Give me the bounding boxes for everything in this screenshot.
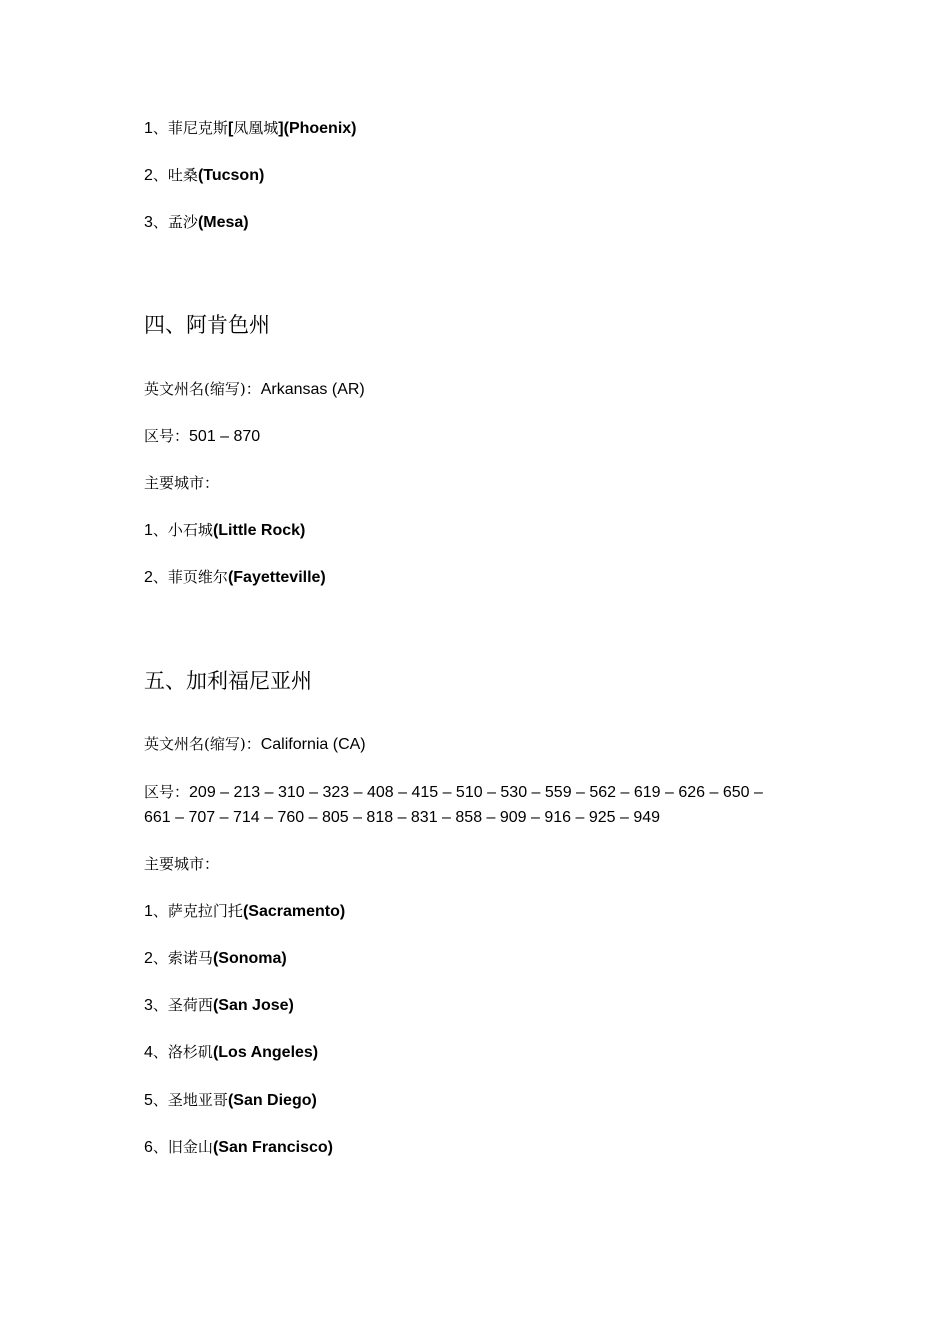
city-name-en: (Little Rock): [212, 522, 306, 539]
list-item-tucson: [144, 165, 264, 186]
city-name-zh: 小石城: [167, 521, 213, 539]
city-name-zh: 吐桑: [167, 166, 198, 184]
state-name-value: California (CA): [260, 736, 366, 753]
area-code-value: 501 – 870: [189, 428, 261, 445]
city-name-en: (Mesa): [197, 214, 249, 231]
area-code-value-line2: 661 – 707 – 714 – 760 – 805 – 818 – 831 – 858 – 909 – 916 – 925 – 949: [144, 809, 661, 826]
city-sep: 、: [152, 1138, 168, 1156]
city-name-zh: 萨克拉门托: [167, 902, 243, 920]
city-sep: 、: [152, 213, 168, 231]
city-index: 4: [144, 1044, 153, 1061]
city-name-zh: 索诺马: [167, 949, 213, 967]
list-item-san-diego: [144, 1090, 317, 1111]
city-name-zh: 洛杉矶: [167, 1043, 213, 1061]
list-item-san-francisco: [144, 1137, 333, 1158]
city-index: 2: [144, 167, 153, 184]
list-item-los-angeles: [144, 1042, 318, 1063]
city-name-zh: 菲尼克斯: [167, 119, 228, 137]
area-code-row: [144, 426, 260, 447]
city-sep: 、: [152, 902, 168, 920]
city-name-en: (Tucson): [197, 167, 265, 184]
city-index: 3: [144, 214, 153, 231]
bracket-close: ]: [278, 120, 284, 137]
area-code-label: 区号：: [144, 783, 190, 801]
list-item-sonoma: [144, 948, 287, 969]
list-item-mesa: [144, 212, 249, 233]
city-name-en: (Sonoma): [212, 950, 287, 967]
list-item-phoenix: [144, 118, 357, 139]
list-item-fayetteville: [144, 567, 326, 588]
city-name-en: (Phoenix): [283, 120, 357, 137]
city-sep: 、: [152, 996, 168, 1014]
section-heading-california: 五、加利福尼亚州: [144, 669, 312, 693]
city-name-zh: 旧金山: [167, 1138, 213, 1156]
state-name-row: [144, 734, 366, 755]
city-name-en: (Sacramento): [242, 903, 346, 920]
city-name-en: (San Francisco): [212, 1139, 333, 1156]
city-index: 1: [144, 903, 153, 920]
state-name-value: Arkansas (AR): [260, 381, 365, 398]
list-item-sacramento: [144, 901, 345, 922]
city-sep: 、: [152, 1043, 168, 1061]
city-index: 2: [144, 950, 153, 967]
city-index: 3: [144, 997, 153, 1014]
city-index: 1: [144, 120, 153, 137]
city-sep: 、: [152, 166, 168, 184]
city-sep: 、: [152, 521, 168, 539]
state-name-label: 英文州名(缩写)：: [144, 380, 261, 398]
city-sep: 、: [152, 568, 168, 586]
city-name-zh: 孟沙: [167, 213, 198, 231]
bracket-open: [: [227, 120, 234, 137]
city-name-zh: 菲页维尔: [167, 568, 228, 586]
main-cities-label: 主要城市：: [144, 474, 220, 492]
city-index: 5: [144, 1092, 153, 1109]
list-item-little-rock: [144, 520, 305, 541]
city-name-en: (Los Angeles): [212, 1044, 319, 1061]
section-heading-arkansas: 四、阿肯色州: [144, 313, 270, 337]
area-code-continuation: [144, 807, 660, 828]
state-name-label: 英文州名(缩写)：: [144, 735, 261, 753]
city-name-en: (San Jose): [212, 997, 294, 1014]
area-code-row: [144, 782, 763, 803]
city-sep: 、: [152, 1091, 168, 1109]
city-name-en: (Fayetteville): [227, 569, 326, 586]
state-name-row: [144, 379, 365, 400]
city-name-zh: 圣地亚哥: [167, 1091, 228, 1109]
city-sep: 、: [152, 949, 168, 967]
city-sep: 、: [152, 119, 168, 137]
city-index: 2: [144, 569, 153, 586]
city-alias-zh: 凤凰城: [233, 119, 279, 137]
area-code-value-line1: 209 – 213 – 310 – 323 – 408 – 415 – 510 – 530 – 559 – 562 – 619 – 626 – 650 –: [189, 784, 763, 801]
area-code-label: 区号：: [144, 427, 190, 445]
city-index: 1: [144, 522, 153, 539]
city-name-zh: 圣荷西: [167, 996, 213, 1014]
list-item-san-jose: [144, 995, 294, 1016]
city-index: 6: [144, 1139, 153, 1156]
city-name-en: (San Diego): [227, 1092, 317, 1109]
main-cities-label: 主要城市：: [144, 855, 220, 873]
